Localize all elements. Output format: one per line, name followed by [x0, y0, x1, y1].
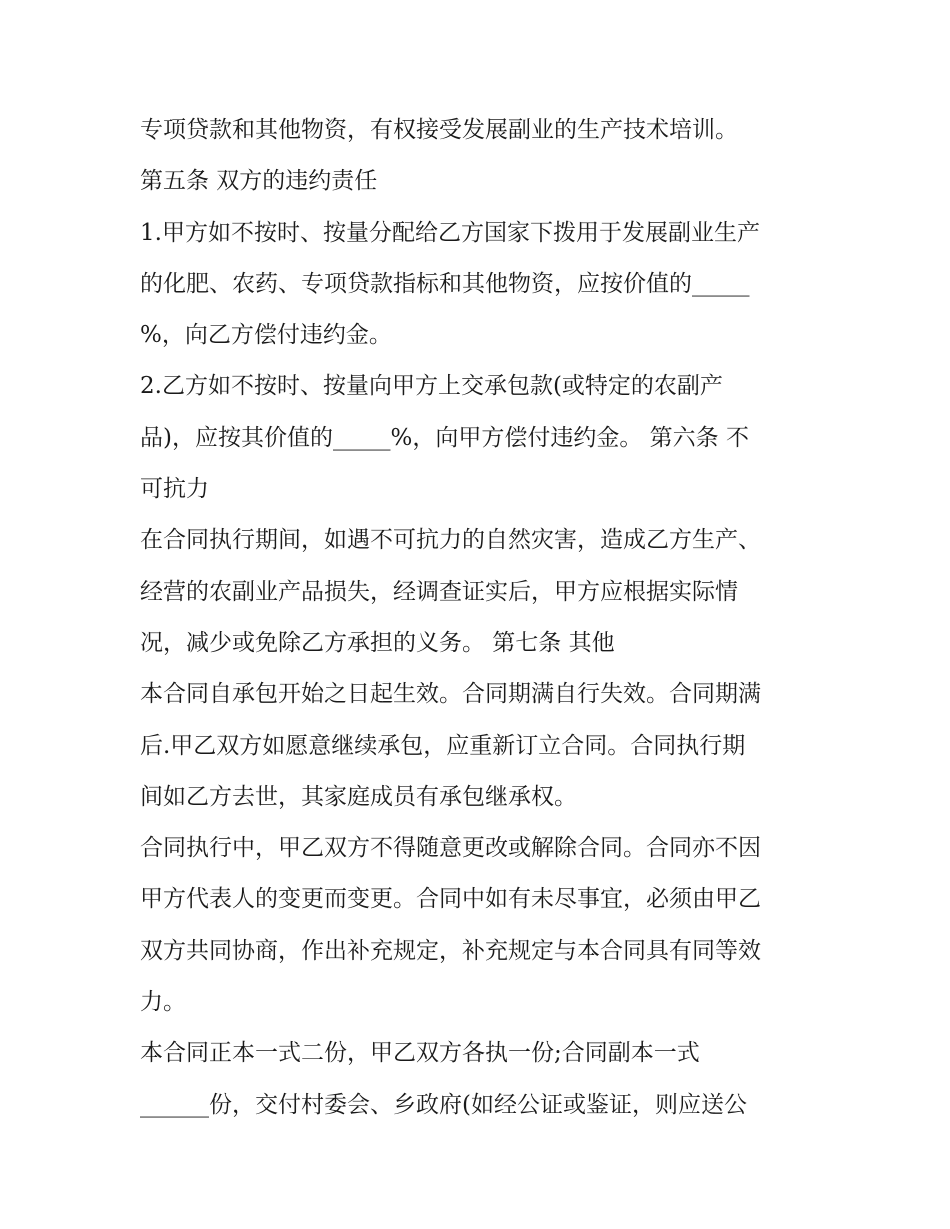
text-line: 双方共同协商，作出补充规定，补充规定与本合同具有同等效 [140, 937, 761, 964]
text-line: 经营的农副业产品损失，经调查证实后，甲方应根据实际情 [140, 578, 738, 605]
text-line: ______份，交付村委会、乡政府(如经公证或鉴证，则应送公 [140, 1091, 747, 1118]
text-line: 甲方代表人的变更而变更。合同中如有未尽事宜，必须由甲乙 [140, 886, 761, 913]
text-line: 可抗力 [140, 476, 209, 503]
text-line: 专项贷款和其他物资，有权接受发展副业的生产技术培训。 [140, 117, 738, 143]
text-line: 力。 [140, 989, 186, 1016]
text-line: %，向乙方偿付违约金。 [140, 322, 392, 349]
text-line: 品)，应按其价值的_____%，向甲方偿付违约金。 第六条 不 [140, 424, 749, 451]
text-line: 本合同正本一式二份，甲乙双方各执一份;合同副本一式 [140, 1040, 700, 1067]
text-line: 后.甲乙双方如愿意继续承包，应重新订立合同。合同执行期 [140, 732, 746, 759]
text-line: 在合同执行期间，如遇不可抗力的自然灾害，造成乙方生产、 [140, 527, 761, 554]
text-line: 2.乙方如不按时、按量向甲方上交承包款(或特定的农副产 [140, 373, 723, 400]
document-body [140, 105, 840, 1131]
text-line: 况，减少或免除乙方承担的义务。 第七条 其他 [140, 629, 615, 656]
text-line: 1.甲方如不按时、按量分配给乙方国家下拨用于发展副业生产 [140, 219, 760, 246]
section-heading: 第五条 双方的违约责任 [140, 168, 378, 195]
text-line: 本合同自承包开始之日起生效。合同期满自行失效。合同期满 [140, 681, 761, 708]
text-line: 的化肥、农药、专项贷款指标和其他物资，应按价值的_____ [140, 270, 750, 297]
text-line: 间如乙方去世，其家庭成员有承包继承权。 [140, 783, 577, 810]
text-line: 合同执行中，甲乙双方不得随意更改或解除合同。合同亦不因 [140, 835, 761, 862]
